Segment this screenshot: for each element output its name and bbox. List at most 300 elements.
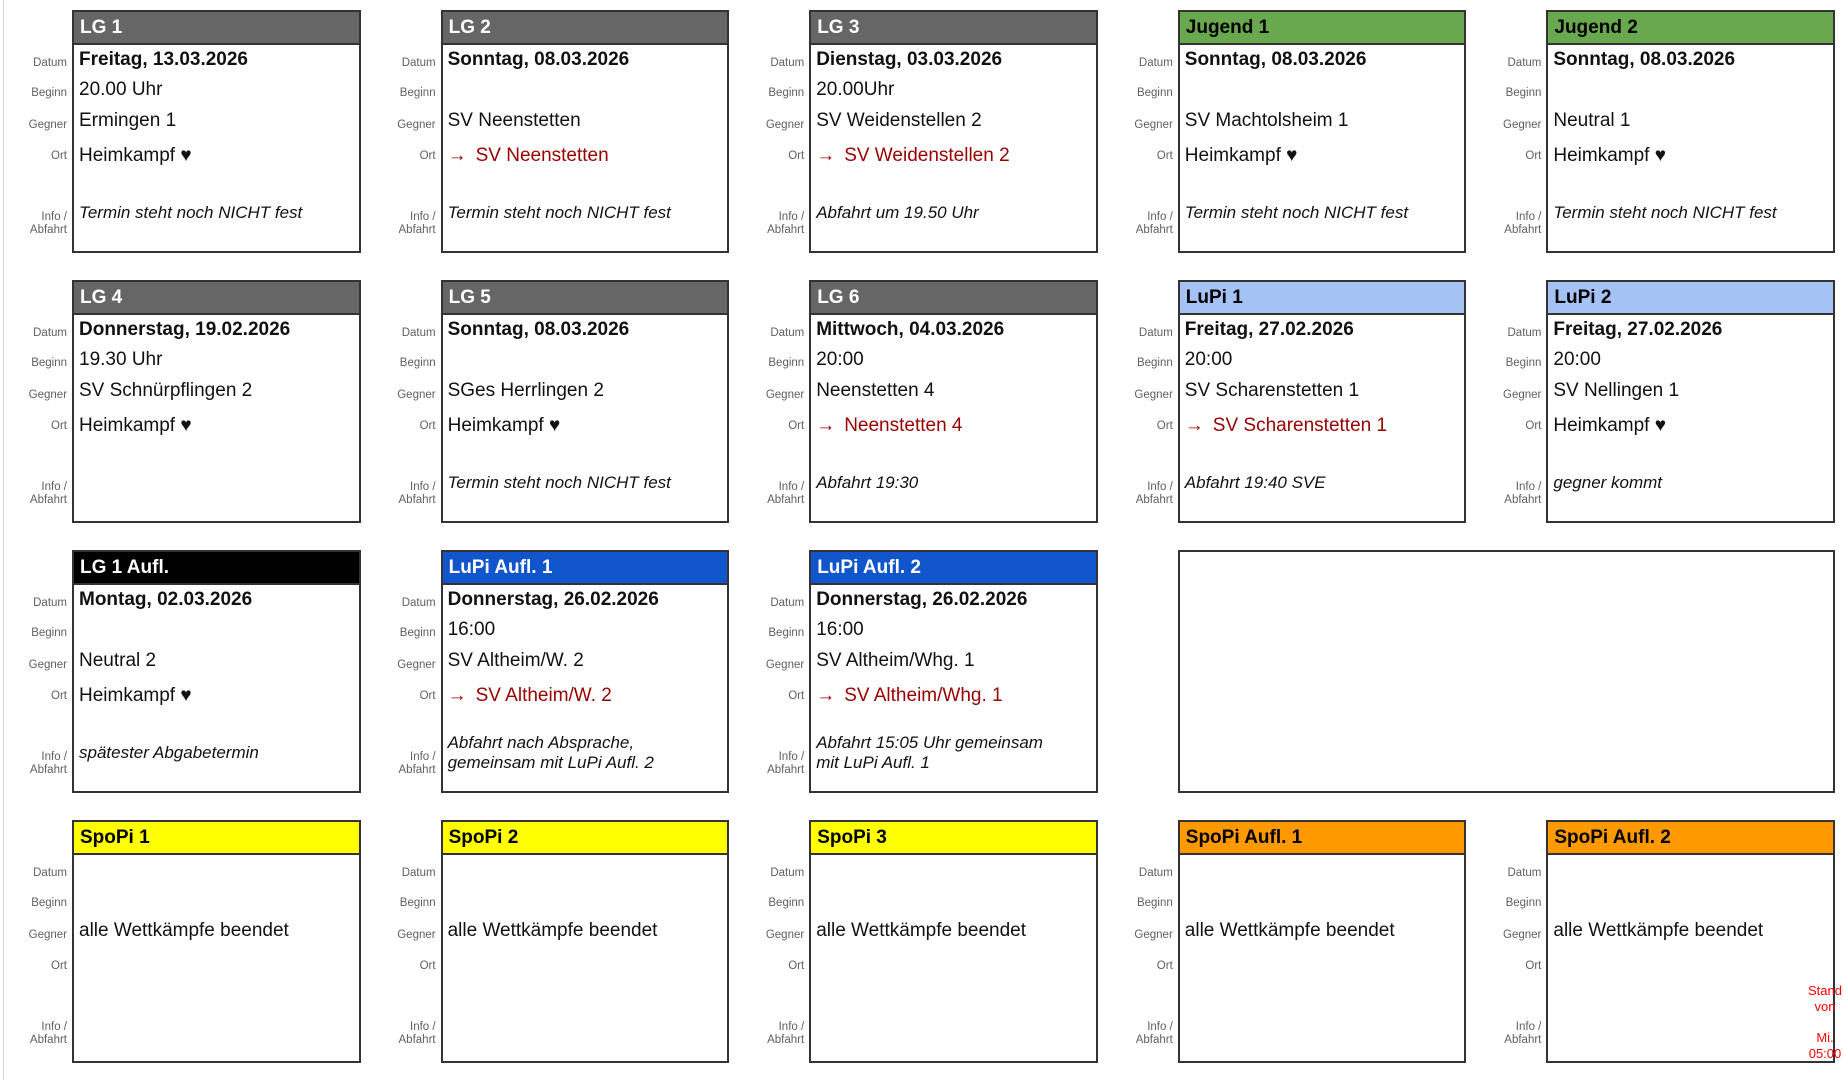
card-title: LuPi 1 <box>1185 286 1243 308</box>
gutter-label-gegner: Gegner <box>765 118 805 131</box>
gegner-text: Neutral 2 <box>79 650 157 671</box>
card-title: LG 5 <box>448 286 491 308</box>
datum-text: Donnerstag, 19.02.2026 <box>79 319 291 340</box>
gutter-label-beginn: Beginn <box>399 626 436 639</box>
gutter-label-info <box>0 211 72 253</box>
cell-lupi-1 <box>1106 278 1475 548</box>
card-lupi-aufl-2 <box>809 550 1098 793</box>
field-labels-gutter <box>1106 820 1178 1063</box>
card-title: SpoPi 1 <box>80 826 150 848</box>
gutter-label-info <box>1106 211 1178 253</box>
gutter-label-info-line2: Abfahrt <box>1135 1033 1173 1046</box>
card-body <box>74 585 359 791</box>
ort-text: Heimkampf ♥ <box>79 415 192 436</box>
field-ort <box>79 947 359 985</box>
gutter-label-datum: Datum <box>1507 56 1542 69</box>
card-lg-5 <box>441 280 730 523</box>
info-text: Abfahrt 19:40 SVE <box>1184 472 1326 492</box>
field-gegner <box>816 375 1096 407</box>
away-arrow-icon: → <box>447 145 467 166</box>
info-text: Abfahrt 15:05 Uhr gemeinsam mit LuPi Aufl. 1 <box>816 732 1043 772</box>
field-labels-gutter <box>1106 280 1178 523</box>
gutter-label-info-line2: Abfahrt <box>1504 493 1542 506</box>
gutter-label-beginn: Beginn <box>31 86 67 99</box>
gutter-label-info <box>737 211 809 253</box>
cell-empty-slot <box>1106 548 1843 818</box>
gutter-label-gegner: Gegner <box>765 658 805 671</box>
gutter-label-datum: Datum <box>33 326 67 339</box>
gutter-label-info-line2: Abfahrt <box>398 1033 436 1046</box>
card-body <box>74 855 359 1061</box>
stand-note-line3: 05:00 <box>1808 1045 1842 1061</box>
gutter-label-beginn: Beginn <box>1505 896 1542 909</box>
field-ort <box>448 407 728 445</box>
field-beginn <box>816 885 1096 915</box>
gutter-label-datum: Datum <box>1138 56 1173 69</box>
field-beginn <box>79 345 359 375</box>
field-ort <box>79 407 359 445</box>
gutter-label-info-line1: Info / <box>1147 210 1173 223</box>
card-header <box>811 552 1096 585</box>
gutter-label-gegner: Gegner <box>1134 388 1173 401</box>
card-lupi-1 <box>1178 280 1467 523</box>
gutter-label-ort: Ort <box>788 689 805 702</box>
gegner-text: SV Altheim/W. 2 <box>447 650 584 671</box>
datum-text: Sonntag, 08.03.2026 <box>1553 49 1736 70</box>
gutter-label-ort: Ort <box>788 149 805 162</box>
beginn-text: 20:00 <box>1553 349 1601 370</box>
field-gegner <box>448 105 728 137</box>
gutter-label-beginn: Beginn <box>31 896 67 909</box>
cell-lg-1 <box>0 8 369 278</box>
gutter-label-info-line1: Info / <box>778 750 805 763</box>
card-body <box>811 315 1096 521</box>
field-gegner <box>1185 915 1465 947</box>
field-ort <box>816 677 1096 715</box>
gutter-label-info-line2: Abfahrt <box>398 223 436 236</box>
field-datum <box>79 855 359 885</box>
card-title: LG 6 <box>817 286 860 308</box>
gutter-label-gegner: Gegner <box>397 658 436 671</box>
gegner-text: SGes Herrlingen 2 <box>447 380 604 401</box>
away-arrow-icon: → <box>1184 415 1204 436</box>
field-datum <box>1185 855 1465 885</box>
card-body <box>74 315 359 521</box>
gutter-label-info-line2: Abfahrt <box>398 763 436 776</box>
gutter-label-gegner: Gegner <box>28 118 67 131</box>
info-text: spätester Abgabetermin <box>79 742 259 762</box>
gegner-text: alle Wettkämpfe beendet <box>1553 920 1764 941</box>
gegner-text: Neutral 1 <box>1553 110 1631 131</box>
gutter-label-info <box>0 481 72 523</box>
field-gegner <box>79 915 359 947</box>
card-header <box>74 282 359 315</box>
field-info <box>448 445 728 521</box>
field-datum <box>1553 855 1833 885</box>
field-info <box>448 715 728 791</box>
field-gegner <box>1185 105 1465 137</box>
ort-text: SV Scharenstetten 1 <box>1212 415 1388 436</box>
field-datum <box>816 315 1096 345</box>
gutter-label-datum: Datum <box>401 326 436 339</box>
gutter-label-ort: Ort <box>1525 959 1542 972</box>
gutter-label-beginn: Beginn <box>31 626 67 639</box>
field-datum <box>448 585 728 615</box>
cell-spopi-3 <box>737 818 1106 1088</box>
field-ort <box>816 947 1096 985</box>
gutter-label-info-line2: Abfahrt <box>1504 1033 1542 1046</box>
field-info <box>448 985 728 1061</box>
card-body <box>1548 45 1833 251</box>
stand-note-line2: Mi. <box>1816 1029 1834 1045</box>
gutter-label-info-line1: Info / <box>410 210 436 223</box>
gegner-text: SV Schnürpflingen 2 <box>79 380 253 401</box>
gutter-label-info-line1: Info / <box>778 210 805 223</box>
gutter-label-beginn: Beginn <box>1136 896 1173 909</box>
field-datum <box>448 315 728 345</box>
field-labels-gutter <box>1106 550 1178 793</box>
gegner-text: alle Wettkämpfe beendet <box>79 920 289 941</box>
gutter-label-ort: Ort <box>419 959 436 972</box>
gutter-label-info-line2: Abfahrt <box>29 493 67 506</box>
cell-spopi-aufl-2 <box>1474 818 1843 1088</box>
gutter-label-info-line2: Abfahrt <box>767 223 805 236</box>
field-datum <box>816 45 1096 75</box>
gutter-label-beginn: Beginn <box>1136 86 1173 99</box>
card-body <box>811 855 1096 1061</box>
card-title: Jugend 2 <box>1554 16 1638 38</box>
field-ort <box>448 947 728 985</box>
field-gegner <box>1553 105 1833 137</box>
field-beginn <box>816 345 1096 375</box>
gegner-text: SV Scharenstetten 1 <box>1184 380 1360 401</box>
card-title: LG 1 Aufl. <box>80 556 170 578</box>
card-title: LG 1 <box>80 16 123 38</box>
gutter-label-datum: Datum <box>770 596 805 609</box>
card-header <box>811 12 1096 45</box>
field-datum <box>79 585 359 615</box>
field-ort <box>1185 947 1465 985</box>
gutter-label-info-line1: Info / <box>410 750 436 763</box>
card-title: LuPi 2 <box>1554 286 1612 308</box>
card-body <box>1180 855 1465 1061</box>
field-labels-gutter <box>1474 10 1546 253</box>
field-labels-gutter <box>737 550 809 793</box>
field-ort <box>1553 407 1833 445</box>
info-text: Termin steht noch NICHT fest <box>1553 202 1777 222</box>
ort-text: Heimkampf ♥ <box>79 145 192 166</box>
gutter-label-info-line2: Abfahrt <box>29 223 67 236</box>
gutter-label-info-line1: Info / <box>1147 1020 1173 1033</box>
field-gegner <box>448 375 728 407</box>
card-spopi-2 <box>441 820 730 1063</box>
field-labels-gutter <box>1474 820 1546 1063</box>
datum-text: Freitag, 13.03.2026 <box>79 49 248 70</box>
field-ort <box>816 137 1096 175</box>
gutter-label-info-line2: Abfahrt <box>767 493 805 506</box>
ort-text: SV Altheim/W. 2 <box>475 685 612 706</box>
field-gegner <box>816 105 1096 137</box>
gegner-text: alle Wettkämpfe beendet <box>816 920 1027 941</box>
field-ort <box>1553 137 1833 175</box>
gutter-label-beginn: Beginn <box>768 896 805 909</box>
field-labels-gutter <box>1106 10 1178 253</box>
gutter-label-info-line1: Info / <box>1147 480 1173 493</box>
cell-spopi-2 <box>369 818 738 1088</box>
gegner-text: SV Altheim/Whg. 1 <box>816 650 975 671</box>
stand-note-line1: Stand von <box>1808 983 1842 1015</box>
card-lg-1 <box>72 10 361 253</box>
field-datum <box>1185 45 1465 75</box>
field-beginn <box>448 345 728 375</box>
info-text: Abfahrt 19:30 <box>816 472 919 492</box>
field-gegner <box>448 645 728 677</box>
gutter-label-ort: Ort <box>51 419 67 432</box>
beginn-text: 20.00 Uhr <box>79 79 163 100</box>
card-lg-3 <box>809 10 1098 253</box>
field-datum <box>79 315 359 345</box>
gegner-text: Ermingen 1 <box>79 110 177 131</box>
gutter-label-info-line1: Info / <box>778 480 805 493</box>
gegner-text: SV Weidenstellen 2 <box>816 110 982 131</box>
field-labels-gutter <box>737 820 809 1063</box>
gutter-label-ort: Ort <box>1156 149 1173 162</box>
gutter-label-gegner: Gegner <box>1134 928 1173 941</box>
away-arrow-icon: → <box>816 145 836 166</box>
field-beginn <box>448 885 728 915</box>
gutter-label-info-line1: Info / <box>41 1020 67 1033</box>
gutter-label-gegner: Gegner <box>1134 118 1173 131</box>
field-info <box>1553 175 1833 251</box>
field-info <box>816 985 1096 1061</box>
field-datum <box>79 45 359 75</box>
card-header <box>1180 822 1465 855</box>
field-ort <box>1553 947 1833 985</box>
gutter-label-info-line2: Abfahrt <box>1135 223 1173 236</box>
field-info <box>79 175 359 251</box>
card-header <box>443 12 728 45</box>
field-beginn <box>79 885 359 915</box>
info-text: Abfahrt um 19.50 Uhr <box>816 202 979 222</box>
field-datum <box>816 855 1096 885</box>
gutter-label-ort: Ort <box>788 419 805 432</box>
gutter-label-info <box>737 1021 809 1063</box>
cell-lg-5 <box>369 278 738 548</box>
card-header <box>811 822 1096 855</box>
field-ort <box>79 137 359 175</box>
ort-text: Neenstetten 4 <box>844 415 963 436</box>
field-datum <box>1553 315 1833 345</box>
card-header <box>74 552 359 585</box>
gutter-label-gegner: Gegner <box>397 928 436 941</box>
card-body <box>811 585 1096 791</box>
gutter-label-datum: Datum <box>401 866 436 879</box>
field-info <box>79 445 359 521</box>
field-labels-gutter <box>0 10 72 253</box>
card-spopi-aufl-2 <box>1546 820 1835 1063</box>
field-info <box>1553 985 1833 1061</box>
card-title: SpoPi Aufl. 2 <box>1554 826 1671 848</box>
field-gegner <box>1553 915 1833 947</box>
gutter-label-beginn: Beginn <box>768 356 805 369</box>
gutter-label-gegner: Gegner <box>28 388 67 401</box>
card-body <box>1180 45 1465 251</box>
gutter-label-info <box>369 1021 441 1063</box>
card-header <box>1548 12 1833 45</box>
field-info <box>1185 175 1465 251</box>
gutter-label-beginn: Beginn <box>1505 86 1542 99</box>
gutter-label-info <box>737 481 809 523</box>
field-beginn <box>816 615 1096 645</box>
beginn-text: 19.30 Uhr <box>79 349 163 370</box>
field-labels-gutter <box>369 10 441 253</box>
gutter-label-info-line1: Info / <box>1515 210 1542 223</box>
field-labels-gutter <box>737 10 809 253</box>
gutter-label-datum: Datum <box>1138 866 1173 879</box>
cell-lupi-aufl-2 <box>737 548 1106 818</box>
card-lupi-aufl-1 <box>441 550 730 793</box>
field-datum <box>448 855 728 885</box>
gutter-label-info <box>737 751 809 793</box>
card-jugend-2 <box>1546 10 1835 253</box>
card-body <box>443 855 728 1061</box>
info-text: Abfahrt nach Absprache, gemeinsam mit LuPi Aufl. 2 <box>447 732 654 772</box>
field-info <box>816 445 1096 521</box>
cell-lg-6 <box>737 278 1106 548</box>
field-labels-gutter <box>0 820 72 1063</box>
card-header <box>443 822 728 855</box>
info-text: Termin steht noch NICHT fest <box>1184 202 1409 222</box>
field-beginn <box>1185 75 1465 105</box>
field-info <box>1185 985 1465 1061</box>
field-gegner <box>79 645 359 677</box>
away-arrow-icon: → <box>816 415 836 436</box>
card-spopi-aufl-1 <box>1178 820 1467 1063</box>
gutter-label-beginn: Beginn <box>768 626 805 639</box>
gutter-label-info <box>1106 1021 1178 1063</box>
field-info <box>79 715 359 791</box>
gutter-label-datum: Datum <box>770 866 805 879</box>
field-ort <box>816 407 1096 445</box>
gutter-label-gegner: Gegner <box>765 388 805 401</box>
card-body <box>443 585 728 791</box>
card-body <box>1548 855 1833 1061</box>
card-lg-6 <box>809 280 1098 523</box>
field-info <box>448 175 728 251</box>
ort-text: Heimkampf ♥ <box>79 685 192 706</box>
field-labels-gutter <box>369 820 441 1063</box>
gegner-text: SV Machtolsheim 1 <box>1184 110 1349 131</box>
gutter-label-info-line1: Info / <box>41 210 67 223</box>
field-beginn <box>448 615 728 645</box>
gutter-label-datum: Datum <box>401 596 436 609</box>
gutter-label-ort: Ort <box>419 419 436 432</box>
gutter-label-info <box>0 1021 72 1063</box>
card-jugend-1 <box>1178 10 1467 253</box>
gegner-text: SV Nellingen 1 <box>1553 380 1680 401</box>
field-ort <box>79 677 359 715</box>
gutter-label-info <box>369 211 441 253</box>
gutter-label-info <box>1106 481 1178 523</box>
beginn-text: 16:00 <box>816 619 864 640</box>
field-ort <box>1185 407 1465 445</box>
cell-spopi-1 <box>0 818 369 1088</box>
datum-text: Donnerstag, 26.02.2026 <box>447 589 659 610</box>
gutter-label-datum: Datum <box>33 596 67 609</box>
card-body <box>443 315 728 521</box>
gutter-label-info-line1: Info / <box>41 480 67 493</box>
card-header <box>74 822 359 855</box>
field-labels-gutter <box>0 550 72 793</box>
gutter-label-datum: Datum <box>33 56 67 69</box>
field-beginn <box>1553 75 1833 105</box>
gegner-text: alle Wettkämpfe beendet <box>447 920 658 941</box>
field-beginn <box>1553 345 1833 375</box>
gutter-label-ort: Ort <box>1525 149 1542 162</box>
gegner-text: SV Neenstetten <box>447 110 581 131</box>
card-spopi-1 <box>72 820 361 1063</box>
field-beginn <box>1185 885 1465 915</box>
gutter-label-info-line2: Abfahrt <box>1135 493 1173 506</box>
gutter-label-gegner: Gegner <box>765 928 805 941</box>
gutter-label-info-line2: Abfahrt <box>29 1033 67 1046</box>
gutter-label-info-line2: Abfahrt <box>767 763 805 776</box>
gutter-label-info <box>1474 481 1546 523</box>
gutter-label-datum: Datum <box>401 56 436 69</box>
cell-lupi-2 <box>1474 278 1843 548</box>
cell-jugend-2 <box>1474 8 1843 278</box>
gutter-label-gegner: Gegner <box>1503 118 1542 131</box>
field-datum <box>1185 315 1465 345</box>
cell-lg-2 <box>369 8 738 278</box>
card-header <box>811 282 1096 315</box>
datum-text: Sonntag, 08.03.2026 <box>447 319 630 340</box>
gutter-label-ort: Ort <box>1156 419 1173 432</box>
gutter-label-datum: Datum <box>1507 326 1542 339</box>
gutter-label-ort: Ort <box>1525 419 1542 432</box>
field-labels-gutter <box>1474 280 1546 523</box>
gutter-label-ort: Ort <box>51 689 67 702</box>
stand-note <box>1805 983 1843 1062</box>
card-header <box>1180 282 1465 315</box>
gutter-label-gegner: Gegner <box>1503 388 1542 401</box>
field-info <box>1553 445 1833 521</box>
field-datum <box>448 45 728 75</box>
card-spopi-3 <box>809 820 1098 1063</box>
datum-text: Freitag, 27.02.2026 <box>1184 319 1354 340</box>
gutter-label-ort: Ort <box>788 959 805 972</box>
gutter-label-info-line2: Abfahrt <box>398 493 436 506</box>
gutter-label-ort: Ort <box>1156 959 1173 972</box>
field-labels-gutter <box>737 280 809 523</box>
cell-lupi-aufl-1 <box>369 548 738 818</box>
card-header <box>443 282 728 315</box>
gutter-label-info <box>369 481 441 523</box>
cell-lg-4 <box>0 278 369 548</box>
gutter-label-ort: Ort <box>419 689 436 702</box>
field-labels-gutter <box>369 280 441 523</box>
card-title: Jugend 1 <box>1185 16 1270 38</box>
ort-text: Heimkampf ♥ <box>1184 145 1298 166</box>
gutter-label-info-line2: Abfahrt <box>767 1033 805 1046</box>
card-body <box>1548 315 1833 521</box>
card-lupi-2 <box>1546 280 1835 523</box>
datum-text: Sonntag, 08.03.2026 <box>1184 49 1367 70</box>
gutter-label-info-line1: Info / <box>1515 480 1542 493</box>
field-beginn <box>79 75 359 105</box>
gutter-label-info <box>1474 1021 1546 1063</box>
gegner-text: alle Wettkämpfe beendet <box>1184 920 1395 941</box>
